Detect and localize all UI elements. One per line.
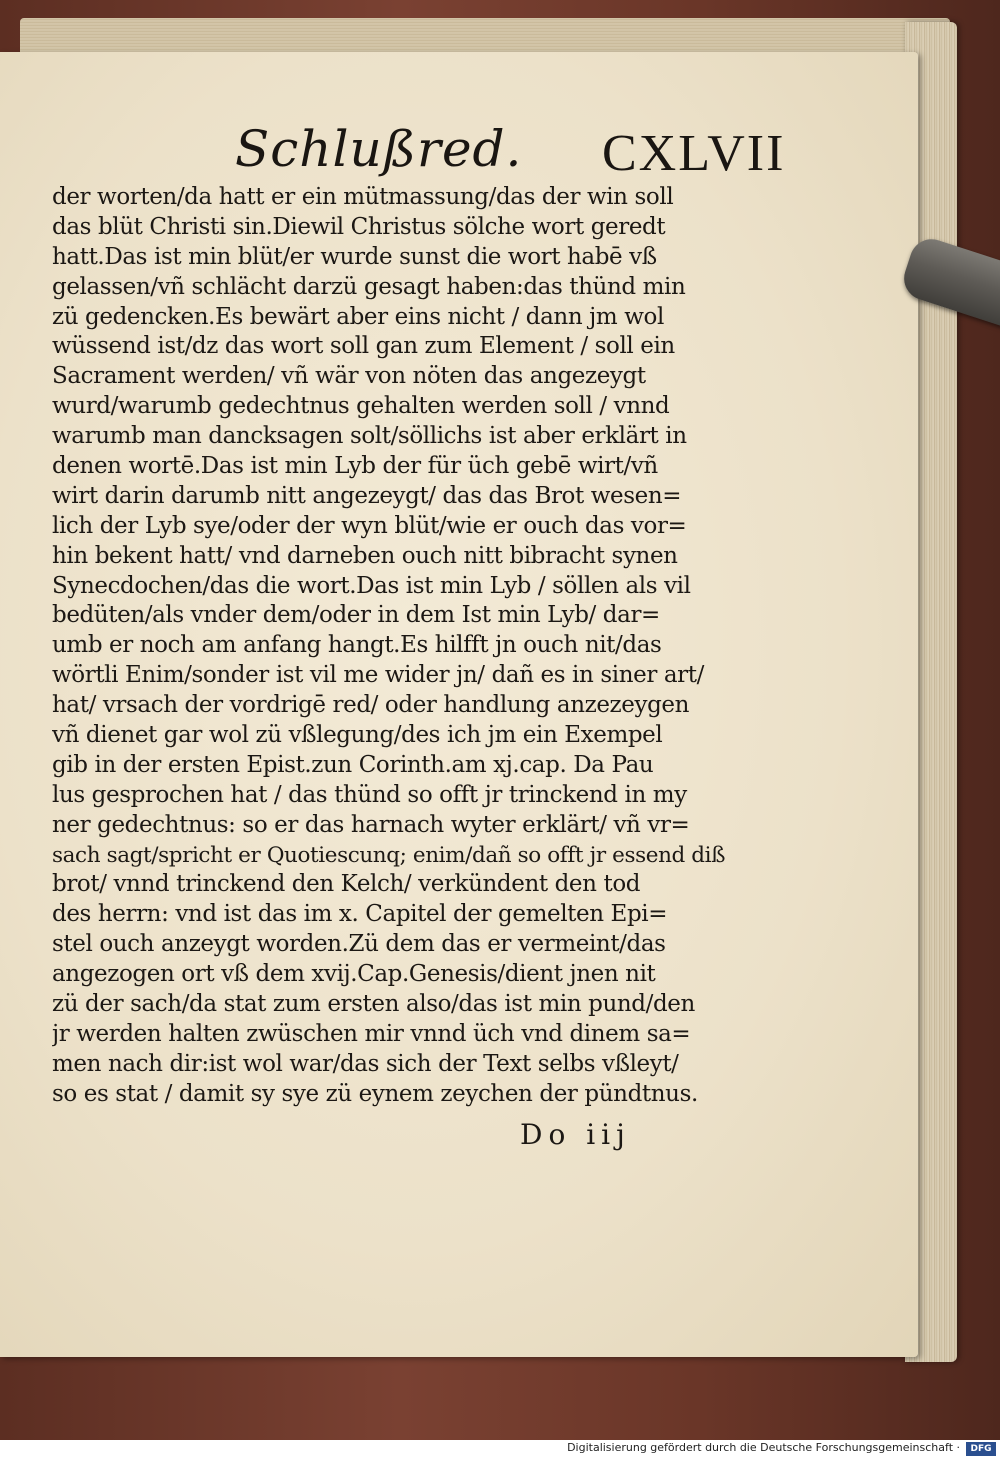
text-line: angezogen ort vß dem xvij.Cap.Genesis/dient jnen nit xyxy=(52,961,656,988)
text-block xyxy=(52,183,732,1110)
text-line: wörtli Enim/sonder ist vil me wider jn/ dañ es in siner art/ xyxy=(52,662,704,689)
text-line: gelassen/vñ schlächt darzü gesagt haben:das thünd min xyxy=(52,273,686,300)
text-line: hatt.Das ist min blüt/er wurde sunst die wort habē vß xyxy=(52,243,657,270)
text-line: zü gedencken.Es bewärt aber eins nicht / dann jm wol xyxy=(52,303,664,330)
text-line: hat/ vrsach der vordrigē red/ oder handlung anzezeygen xyxy=(52,692,690,719)
text-line: stel ouch anzeygt worden.Zü dem das er vermeint/das xyxy=(52,931,666,958)
text-line: warumb man dancksagen solt/söllichs ist aber erklärt in xyxy=(52,423,687,450)
text-line: der worten/da hatt er ein mütmassung/das der win soll xyxy=(52,184,674,210)
text-line: brot/ vnnd trinckend den Kelch/ verkündent den tod xyxy=(52,871,641,898)
text-line: Synecdochen/das die wort.Das ist min Lyb / söllen als vil xyxy=(52,572,691,599)
text-line: sach sagt/spricht er Quotiescunq; enim/dañ so offt jr essend diß xyxy=(52,842,726,868)
text-line: bedüten/als vnder dem/oder in dem Ist min Lyb/ dar= xyxy=(52,602,660,629)
dfg-logo: DFG xyxy=(966,1442,996,1456)
dfg-credit: Digitalisierung gefördert durch die Deutsche Forschungsgemeinschaft · xyxy=(567,1441,960,1454)
page-header xyxy=(0,120,918,190)
text-line: gib in der ersten Epist.zun Corinth.am xj.cap. Da Pau xyxy=(52,751,654,778)
text-line: Sacrament werden/ vñ wär von nöten das angezeygt xyxy=(52,363,646,390)
text-line: lus gesprochen hat / das thünd so offt jr trinckend in my xyxy=(52,781,687,808)
text-line: so es stat / damit sy sye zü eynem zeychen der pündtnus. xyxy=(52,1080,698,1107)
text-line: umb er noch am anfang hangt.Es hilfft jn ouch nit/das xyxy=(52,632,662,659)
signature-mark: Do iij xyxy=(520,1118,631,1151)
text-line: wurd/warumb gedechtnus gehalten werden soll / vnnd xyxy=(52,393,670,420)
text-line: des herrn: vnd ist das im x. Capitel der gemelten Epi= xyxy=(52,901,668,928)
text-line: ner gedechtnus: so er das harnach wyter erklärt/ vñ vr= xyxy=(52,811,690,838)
text-line: denen wortē.Das ist min Lyb der für üch gebē wirt/vñ xyxy=(52,453,658,480)
text-line: wirt darin darumb nitt angezeygt/ das das Brot wesen= xyxy=(52,482,682,509)
folio-number: CXLVII xyxy=(602,125,786,182)
text-line: hin bekent hatt/ vnd darneben ouch nitt bibracht synen xyxy=(52,542,678,569)
running-head: Schlußred. xyxy=(235,120,523,178)
text-line: zü der sach/da stat zum ersten also/das ist min pund/den xyxy=(52,991,695,1018)
text-line: das blüt Christi sin.Diewil Christus sölche wort geredt xyxy=(52,213,666,240)
text-line: wüssend ist/dz das wort soll gan zum Element / soll ein xyxy=(52,333,675,360)
text-line: jr werden halten zwüschen mir vnnd üch vnd dinem sa= xyxy=(52,1020,691,1047)
text-line: lich der Lyb sye/oder der wyn blüt/wie er ouch das vor= xyxy=(52,512,687,539)
text-line: vñ dienet gar wol zü vßlegung/des ich jm ein Exempel xyxy=(52,722,663,749)
text-line: men nach dir:ist wol war/das sich der Text selbs vßleyt/ xyxy=(52,1050,679,1077)
